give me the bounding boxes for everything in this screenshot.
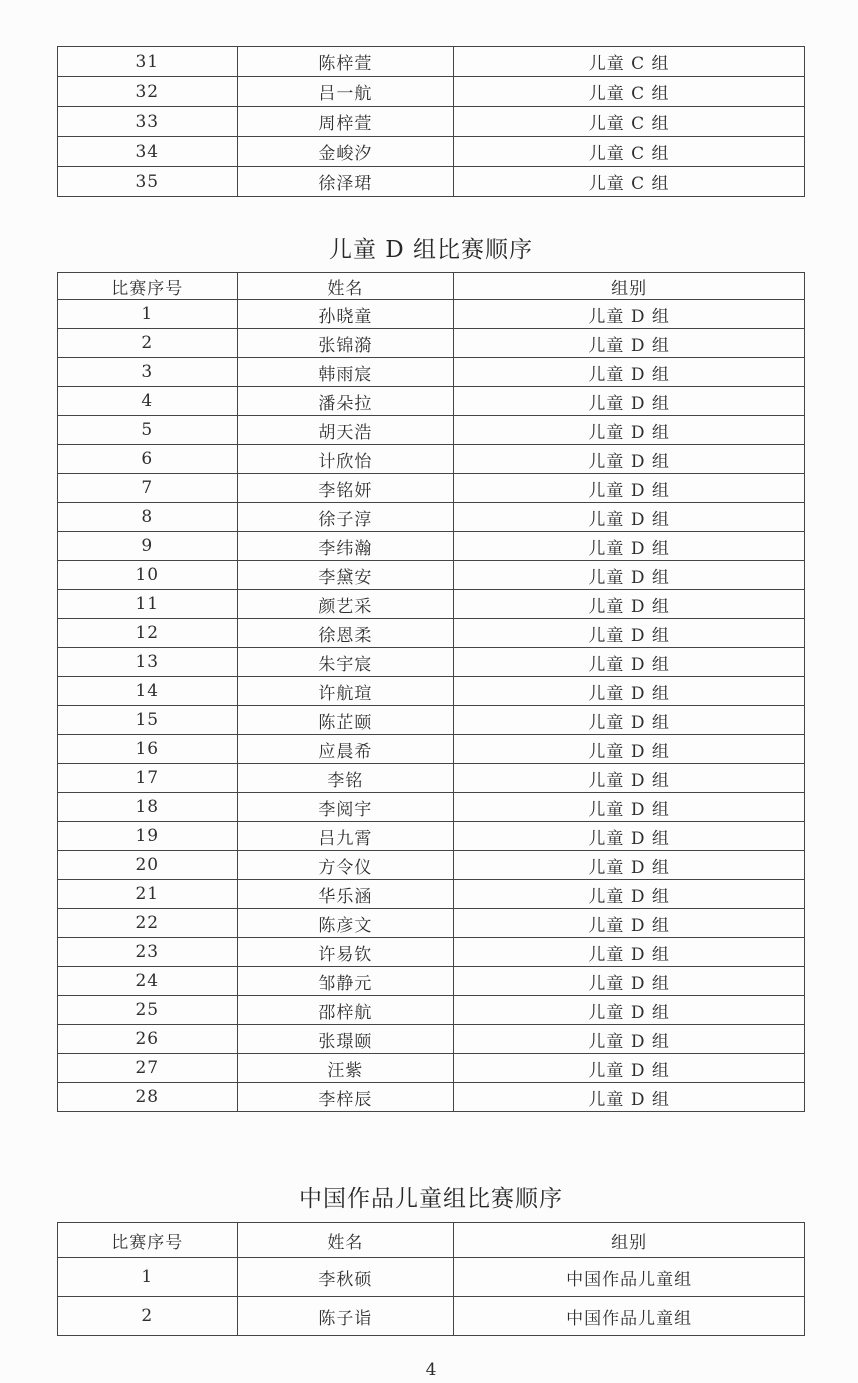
children-c-order-table [57,46,805,197]
order-number-cell: 32 [58,77,238,107]
name-cell: 潘朵拉 [237,387,454,416]
name-cell: 李秋硕 [237,1258,454,1297]
order-number-cell: 22 [58,909,238,938]
name-cell: 李纬瀚 [237,532,454,561]
group-cell: 儿童 D 组 [454,590,805,619]
table-row [58,590,805,619]
table-row [58,851,805,880]
table-row [58,445,805,474]
order-number-cell: 19 [58,822,238,851]
table-row [58,416,805,445]
order-number-cell: 24 [58,967,238,996]
table-row [58,735,805,764]
table-row [58,1297,805,1336]
table-row [58,1083,805,1112]
table-row [58,358,805,387]
table-row [58,387,805,416]
group-cell: 儿童 D 组 [454,387,805,416]
children-d-section-title: 儿童 D 组比赛顺序 [328,237,534,263]
order-number-cell: 34 [58,137,238,167]
table-row [58,909,805,938]
table-row [58,167,805,197]
order-number-cell: 16 [58,735,238,764]
table-row [58,47,805,77]
name-cell: 邵梓航 [237,996,454,1025]
table-row [58,619,805,648]
group-cell: 儿童 C 组 [454,107,805,137]
name-cell: 徐恩柔 [237,619,454,648]
name-cell: 方令仪 [237,851,454,880]
order-number-cell: 21 [58,880,238,909]
table-row [58,300,805,329]
name-cell: 吕一航 [237,77,454,107]
group-cell: 儿童 D 组 [454,938,805,967]
table-row [58,677,805,706]
column-header: 比赛序号 [58,1223,238,1258]
table-row [58,474,805,503]
page-content [57,0,805,1380]
table-row [58,793,805,822]
order-number-cell: 27 [58,1054,238,1083]
name-cell: 吕九霄 [237,822,454,851]
order-number-cell: 17 [58,764,238,793]
name-cell: 应晨希 [237,735,454,764]
table-row [58,532,805,561]
group-cell: 儿童 D 组 [454,967,805,996]
header-row [58,1223,805,1258]
group-cell: 中国作品儿童组 [454,1258,805,1297]
name-cell: 陈芷颐 [237,706,454,735]
column-header: 组别 [454,273,805,300]
group-cell: 儿童 C 组 [454,167,805,197]
order-number-cell: 9 [58,532,238,561]
table-row [58,329,805,358]
group-cell: 儿童 C 组 [454,77,805,107]
name-cell: 华乐涵 [237,880,454,909]
order-number-cell: 33 [58,107,238,137]
order-number-cell: 1 [58,300,238,329]
page-number: 4 [425,1360,437,1380]
table-row [58,137,805,167]
table-row [58,503,805,532]
table-row [58,1054,805,1083]
children-d-order-table [57,272,805,1112]
group-cell: 儿童 D 组 [454,503,805,532]
table-row [58,822,805,851]
order-number-cell: 25 [58,996,238,1025]
group-cell: 儿童 D 组 [454,358,805,387]
order-number-cell: 10 [58,561,238,590]
group-cell: 儿童 D 组 [454,1083,805,1112]
name-cell: 邹静元 [237,967,454,996]
group-cell: 儿童 D 组 [454,300,805,329]
order-number-cell: 31 [58,47,238,77]
name-cell: 陈彦文 [237,909,454,938]
column-header: 组别 [454,1223,805,1258]
order-number-cell: 6 [58,445,238,474]
group-cell: 儿童 D 组 [454,764,805,793]
group-cell: 儿童 D 组 [454,909,805,938]
group-cell: 儿童 D 组 [454,648,805,677]
order-number-cell: 3 [58,358,238,387]
group-cell: 儿童 D 组 [454,851,805,880]
group-cell: 儿童 D 组 [454,1054,805,1083]
column-header: 姓名 [237,273,454,300]
name-cell: 孙晓童 [237,300,454,329]
name-cell: 李铭 [237,764,454,793]
column-header: 比赛序号 [58,273,238,300]
order-number-cell: 2 [58,329,238,358]
table-row [58,648,805,677]
order-number-cell: 8 [58,503,238,532]
name-cell: 金峻汐 [237,137,454,167]
name-cell: 计欣怡 [237,445,454,474]
group-cell: 儿童 D 组 [454,996,805,1025]
group-cell: 儿童 D 组 [454,706,805,735]
name-cell: 陈子诣 [237,1297,454,1336]
table-row [58,1258,805,1297]
group-cell: 儿童 D 组 [454,1025,805,1054]
table-row [58,77,805,107]
order-number-cell: 18 [58,793,238,822]
name-cell: 李黛安 [237,561,454,590]
group-cell: 中国作品儿童组 [454,1297,805,1336]
group-cell: 儿童 D 组 [454,445,805,474]
order-number-cell: 13 [58,648,238,677]
order-number-cell: 15 [58,706,238,735]
name-cell: 韩雨宸 [237,358,454,387]
group-cell: 儿童 D 组 [454,880,805,909]
group-cell: 儿童 C 组 [454,137,805,167]
name-cell: 许航瑄 [237,677,454,706]
order-number-cell: 2 [58,1297,238,1336]
order-number-cell: 11 [58,590,238,619]
column-header: 姓名 [237,1223,454,1258]
name-cell: 朱宇宸 [237,648,454,677]
order-number-cell: 35 [58,167,238,197]
group-cell: 儿童 D 组 [454,619,805,648]
name-cell: 李铭妍 [237,474,454,503]
order-number-cell: 4 [58,387,238,416]
group-cell: 儿童 D 组 [454,735,805,764]
order-number-cell: 7 [58,474,238,503]
group-cell: 儿童 D 组 [454,532,805,561]
table-row [58,706,805,735]
order-number-cell: 20 [58,851,238,880]
order-number-cell: 14 [58,677,238,706]
group-cell: 儿童 D 组 [454,474,805,503]
order-number-cell: 28 [58,1083,238,1112]
name-cell: 周梓萱 [237,107,454,137]
name-cell: 汪紫 [237,1054,454,1083]
group-cell: 儿童 D 组 [454,561,805,590]
name-cell: 徐子淳 [237,503,454,532]
order-number-cell: 26 [58,1025,238,1054]
name-cell: 颜艺采 [237,590,454,619]
table-row [58,764,805,793]
name-cell: 李阅宇 [237,793,454,822]
table-row [58,1025,805,1054]
group-cell: 儿童 D 组 [454,793,805,822]
name-cell: 胡天浩 [237,416,454,445]
table-row [58,938,805,967]
china-works-order-table [57,1222,805,1336]
table-row [58,996,805,1025]
order-number-cell: 1 [58,1258,238,1297]
name-cell: 徐泽珺 [237,167,454,197]
group-cell: 儿童 D 组 [454,677,805,706]
order-number-cell: 23 [58,938,238,967]
name-cell: 张璟颐 [237,1025,454,1054]
order-number-cell: 5 [58,416,238,445]
name-cell: 张锦漪 [237,329,454,358]
table-row [58,107,805,137]
header-row [58,273,805,300]
group-cell: 儿童 D 组 [454,329,805,358]
group-cell: 儿童 C 组 [454,47,805,77]
name-cell: 陈梓萱 [237,47,454,77]
name-cell: 许易钦 [237,938,454,967]
order-number-cell: 12 [58,619,238,648]
group-cell: 儿童 D 组 [454,416,805,445]
name-cell: 李梓辰 [237,1083,454,1112]
china-works-section-title: 中国作品儿童组比赛顺序 [299,1186,563,1212]
table-row [58,967,805,996]
group-cell: 儿童 D 组 [454,822,805,851]
table-row [58,880,805,909]
table-row [58,561,805,590]
